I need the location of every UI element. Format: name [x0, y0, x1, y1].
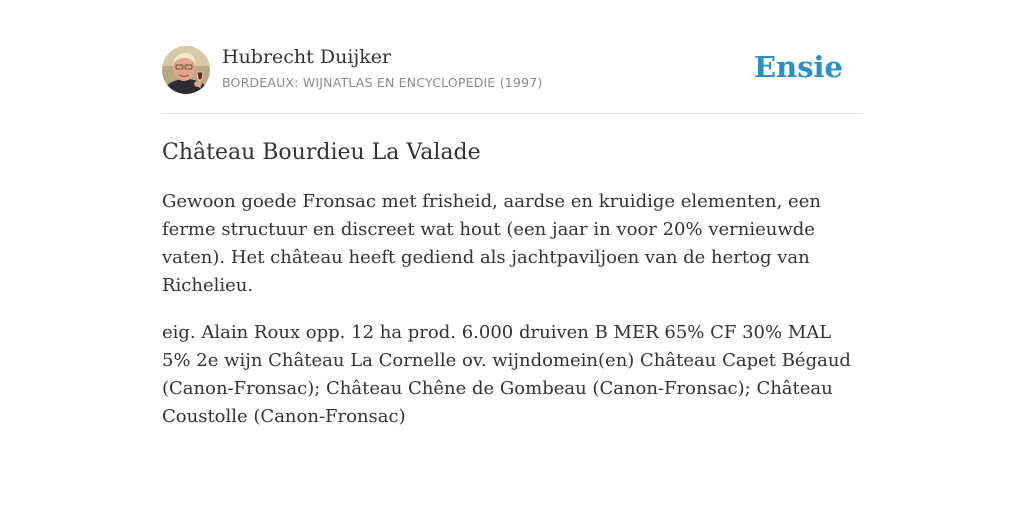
entry-card [162, 44, 862, 431]
brand-logo[interactable]: Ensie [754, 50, 843, 84]
entry-header [162, 44, 862, 114]
author-name[interactable]: Hubrecht Duijker [222, 46, 392, 68]
entry-title: Château Bourdieu La Valade [162, 140, 481, 165]
entry-description: Gewoon goede Fronsac met frisheid, aardse en kruidige elementen, een ferme structuur en discreet wat hout (een jaar in voor 20% vernieuwde vaten). Het château heeft gediend als jachtpaviljoen van de hertog van Richelieu. [162, 191, 821, 296]
author-avatar[interactable] [162, 46, 210, 94]
author-portrait-icon [162, 46, 210, 94]
book-title[interactable]: BORDEAUX: WIJNATLAS EN ENCYCLOPEDIE (1997) [222, 75, 543, 90]
entry-details: eig. Alain Roux opp. 12 ha prod. 6.000 druiven B MER 65% CF 30% MAL 5% 2e wijn Château La Cornelle ov. wijndomein(en) Château Capet Bégaud (Canon-Fronsac); Château Chêne de Gombeau (Canon-Fronsac); Château Coustolle (Canon-Fronsac) [162, 322, 851, 427]
